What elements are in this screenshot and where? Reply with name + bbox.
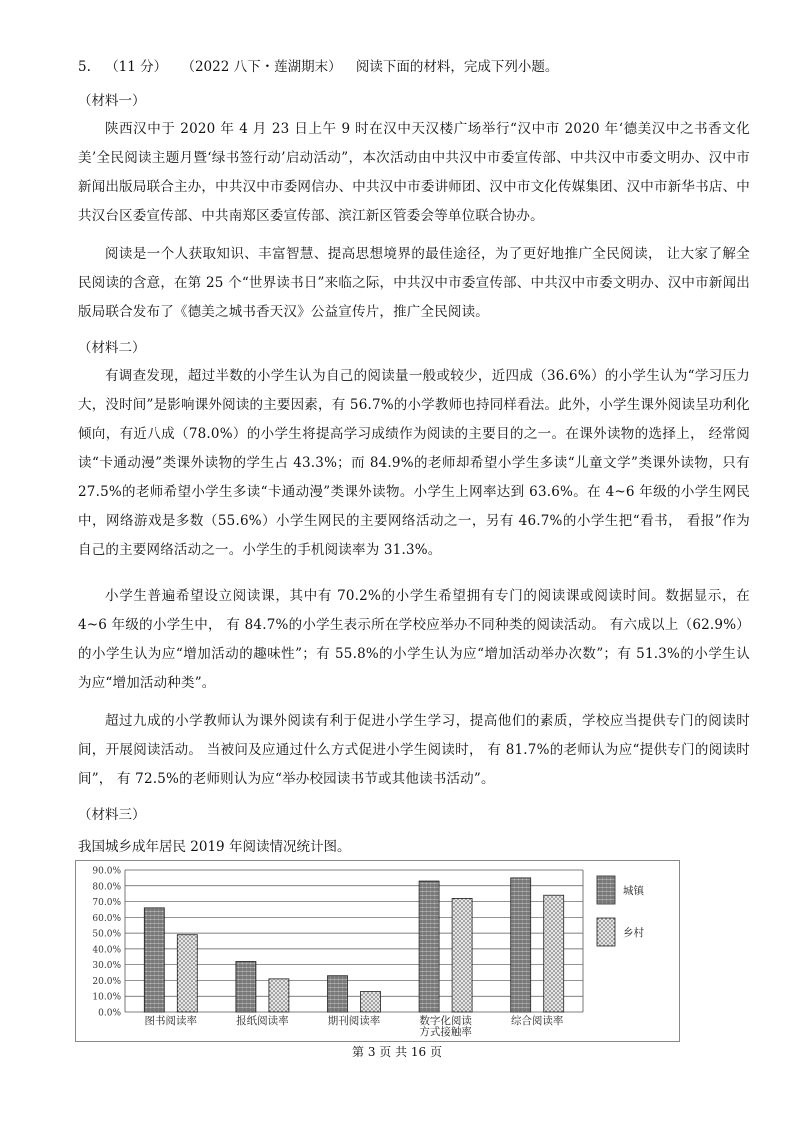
y-tick-label: 90.0% [92, 866, 121, 877]
reading-rate-chart [75, 860, 680, 1042]
x-tick-label: 报纸阅读率 [236, 1015, 289, 1027]
question-source: （2022 八下・莲湖期末） [181, 59, 342, 75]
bar-chart-svg [75, 860, 680, 1042]
material2-paragraph-1: 有调查发现，超过半数的小学生认为自己的阅读量一般或较少，近四成（36.6%）的小学生认为“学习压力大，没时间”是影响课外阅读的主要因素，有 56.7%的小学教师也持同样看法。此外，小学生课外阅读呈功利化倾向，有近八成（78.0%）的小学生将提高学习成绩作为阅读的主要目的之一。在课外读物的选择上， 经常阅读“卡通动漫”类课外读物的学生占 43.3%；而 84.9%的老师却希望小学生多读“儿童文学”类课外读物，只有 27.5%的老师希望小学生多读“卡通动漫”类课外读物。小学生上网率达到 63.6%。在 4~6 年级的小学生网民中，网络游戏是多数（55.6%）小学生网民的主要网络活动之一，另有 46.7%的小学生把“看书， 看报”作为自己的主要网络活动之一。小学生的手机阅读率为 31.3%。 [78, 368, 750, 558]
y-tick-label: 30.0% [92, 961, 121, 972]
material3-tag: （材料三） [78, 807, 146, 823]
y-tick-label: 0.0% [98, 1008, 121, 1019]
bar-urban [419, 881, 439, 1012]
bar-rural [544, 895, 564, 1012]
material2-paragraph-2: 小学生普遍希望设立阅读课，其中有 70.2%的小学生希望拥有专门的阅读课或阅读时间。数据显示，在 4~6 年级的小学生中， 有 84.7%的小学生表示所在学校应举办不同种类的阅读活动。 有六成以上（62.9%）的小学生认为应“增加活动的趣味性”；有 55.8%的小学生认为应“增加活动举办次数”；有 51.3%的小学生认为应“增加活动种类”。 [78, 588, 750, 691]
x-tick-label: 综合阅读率 [510, 1015, 564, 1027]
question-header [78, 56, 758, 78]
chart-caption: 我国城乡成年居民 2019 年阅读情况统计图。 [78, 839, 351, 855]
question-instruction: 阅读下面的材料，完成下列小题。 [355, 59, 559, 75]
bar-rural [452, 898, 472, 1012]
legend-swatch-urban [597, 876, 615, 904]
x-tick-label: 数字化阅读 [419, 1015, 472, 1027]
x-tick-label: 期刊阅读率 [327, 1015, 381, 1027]
page-footer: 第 3 页 共 16 页 [352, 1045, 442, 1059]
bar-rural [361, 991, 381, 1012]
material2-paragraph-3: 超过九成的小学教师认为课外阅读有利于促进小学生学习，提高他们的素质，学校应当提供专门的阅读时间，开展阅读活动。 当被问及应通过什么方式促进小学生阅读时， 有 81.7%的老师认为应“提供专门的阅读时间”， 有 72.5%的老师则认为应“举办校园读书节或其他读书活动”。 [78, 713, 750, 787]
legend-label: 城镇 [623, 885, 644, 897]
material1-paragraph-2: 阅读是一个人获取知识、丰富智慧、提高思想境界的最佳途径，为了更好地推广全民阅读， 让大家了解全民阅读的含意，在第 25 个“世界读书日”来临之际，中共汉中市委宣传部、中共汉中市委文明办、汉中市新闻出版局联合发布了《德美之城书香天汉》公益宣传片，推广全民阅读。 [78, 246, 750, 320]
bar-urban [144, 908, 164, 1012]
x-tick-label: 方式接触率 [419, 1026, 472, 1038]
bar-rural [269, 979, 289, 1012]
y-tick-label: 70.0% [92, 898, 121, 909]
y-tick-label: 10.0% [92, 992, 121, 1003]
y-tick-label: 20.0% [92, 976, 121, 987]
y-tick-label: 60.0% [92, 913, 121, 924]
question-score: （11 分） [105, 59, 168, 75]
x-tick-label: 图书阅读率 [144, 1015, 198, 1027]
bar-urban [236, 962, 256, 1012]
bar-rural [177, 935, 197, 1012]
legend-label: 乡村 [623, 927, 644, 939]
bar-urban [511, 878, 531, 1012]
y-tick-label: 40.0% [92, 945, 121, 956]
legend-swatch-rural [597, 918, 615, 946]
question-number: 5. [78, 59, 91, 75]
material1-paragraph-1: 陕西汉中于 2020 年 4 月 23 日上午 9 时在汉中天汉楼广场举行“汉中市 2020 年‘德美汉中之书香文化美’全民阅读主题月暨‘绿书签行动’启动活动”，本次活动由中共汉中市委宣传部、中共汉中市委文明办、汉中市新闻出版局联合主办，中共汉中市委网信办、中共汉中市委讲师团、汉中市文化传媒集团、汉中市新华书店、中共汉台区委宣传部、中共南郑区委宣传部、滨江新区管委会等单位联合协办。 [78, 121, 750, 224]
y-tick-label: 50.0% [92, 929, 121, 940]
material1-tag: （材料一） [78, 93, 146, 109]
material2-tag: （材料二） [78, 340, 146, 356]
y-tick-label: 80.0% [92, 882, 121, 893]
bar-urban [328, 976, 348, 1012]
